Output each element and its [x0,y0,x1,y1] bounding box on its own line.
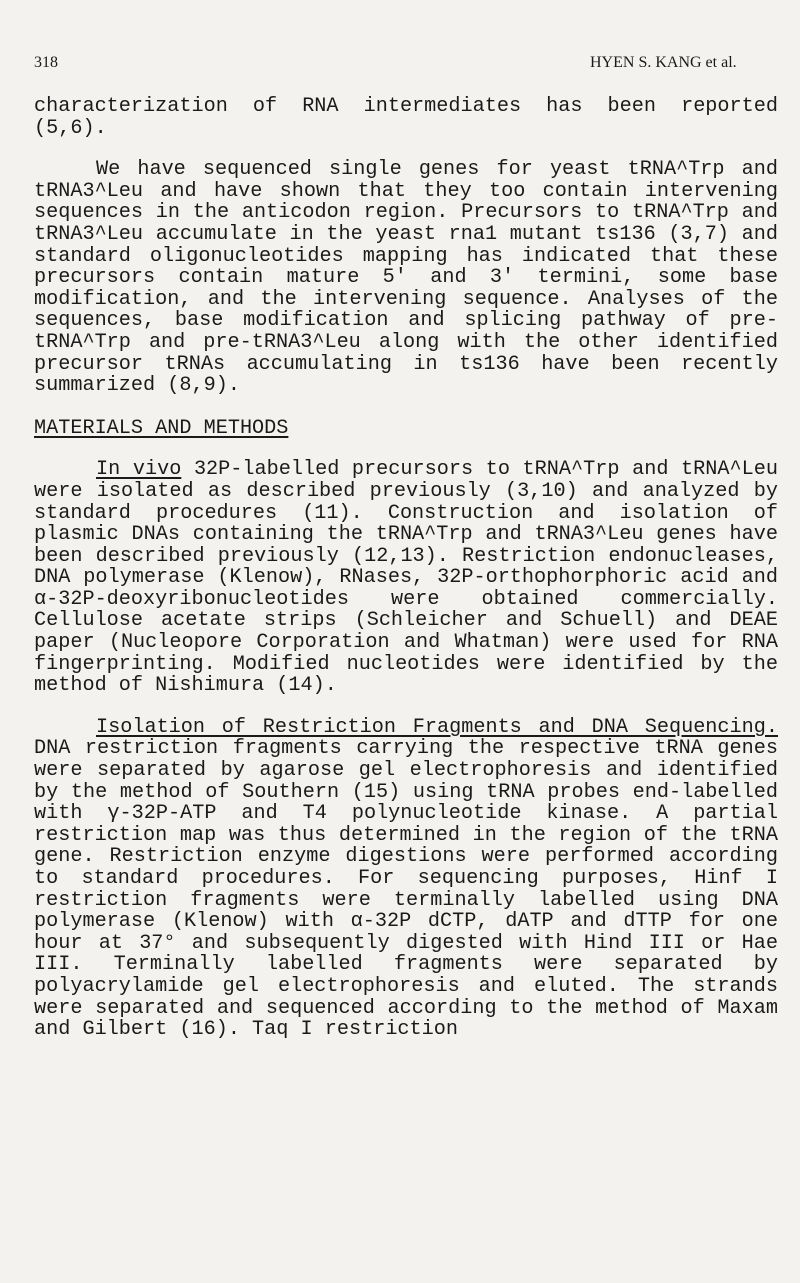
intro-paragraph-1: characterization of RNA intermediates has been reported (5,6). [34,95,778,140]
materials-paragraph-1-text: 32P-labelled precursors to tRNA^Trp and tRNA^Leu were isolated as described previously (3,10) and analyzed by standard procedures (11). Construction and isolation of plasmic DNAs containing the tRNA^Trp and tRNA3^Leu genes have been described previously (12,13). Restriction endonucleases, DNA polymerase (Klenow), RNases, 32P-orthophorphoric acid and α-32P-deoxyribonucleotides were obtained commercially. Cellulose acetate strips (Schleicher and Schuell) and DEAE paper (Nucleopore Corporation and Whatman) were used for RNA fingerprinting. Modified nucleotides were identified by the method of Nishimura (14). [34,458,778,698]
running-title: HYEN S. KANG et al. [590,54,737,71]
intro-paragraph-2-text: We have sequenced single genes for yeast tRNA^Trp and tRNA3^Leu and have shown that they too contain intervening sequences in the anticodon region. Precursors to tRNA^Trp and tRNA3^Leu accumulate in the yeast rna1 mutant ts136 (3,7) and standard oligonucleotides mapping has indicated that these precursors contain mature 5' and 3' termini, some base modification, and the intervening sequence. Analyses of the sequences, base modification and splicing pathway of pre-tRNA^Trp and pre-tRNA3^Leu along with the other identified precursor tRNAs accumulating in ts136 have been recently summarized (8,9). [34,158,778,398]
section-heading-materials-methods: MATERIALS AND METHODS [34,416,289,440]
materials-paragraph-2 [34,717,778,1041]
page-body [34,96,778,1041]
materials-paragraph-1 [34,459,778,697]
in-vivo-lead: In vivo [96,458,182,482]
intro-paragraph-2 [34,159,778,397]
materials-paragraph-2-text: DNA restriction fragments carrying the respective tRNA genes were separated by agarose gel electrophoresis and identified by the method of Southern (15) using tRNA probes end-labelled with γ-32P-ATP and T4 polynucleotide kinase. A partial restriction map was thus determined in the region of the tRNA gene. Restriction enzyme digestions were performed according to standard procedures. For sequencing purposes, Hinf I restriction fragments were terminally labelled using DNA polymerase (Klenow) with α-32P dCTP, dATP and dTTP for one hour at 37° and subsequently digested with Hind III or Hae III. Terminally labelled fragments were separated by polyacrylamide gel electrophoresis and eluted. The strands were separated and sequenced according to the method of Maxam and Gilbert (16). Taq I restriction [34,737,778,1042]
subsection-heading-restriction: Isolation of Restriction Fragments and DNA Sequencing. [96,715,778,739]
page-number: 318 [34,54,58,71]
